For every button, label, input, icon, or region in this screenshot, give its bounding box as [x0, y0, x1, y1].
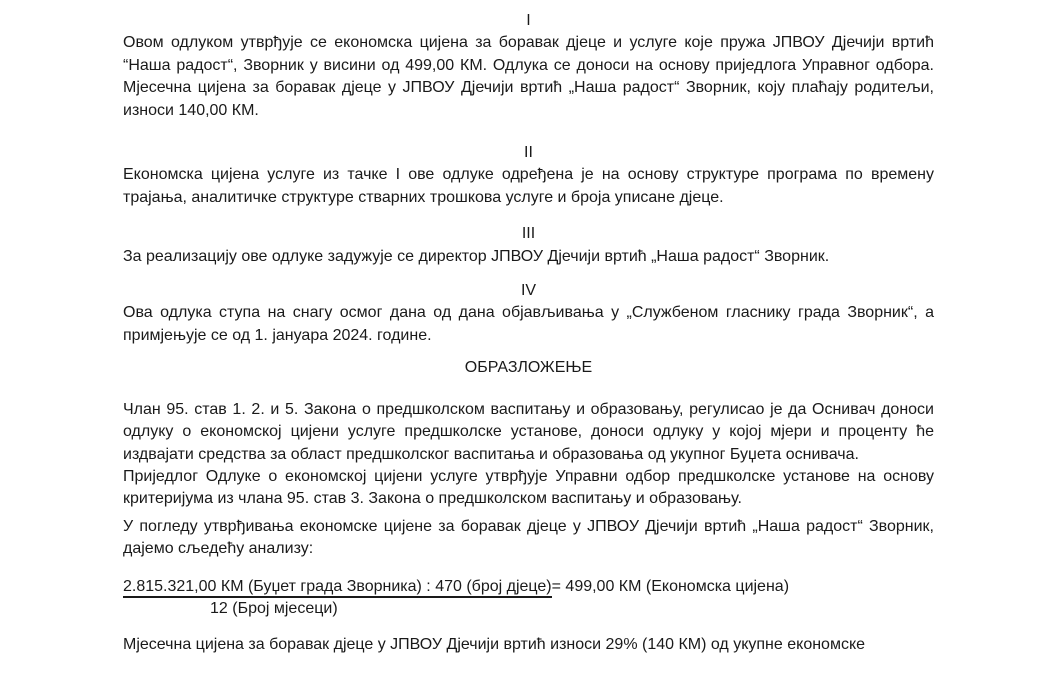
- section-heading-obrazlozenje: ОБРАЗЛОЖЕЊЕ: [464, 359, 593, 377]
- section-heading-i: I: [526, 12, 531, 29]
- obrazlozenje-paragraph-analysis-intro: У погледу утврђивања економске цијене за боравак дјеце у ЈПВОУ Дјечији вртић „Наша радост“ Зворник, дајемо сљедећу анализу:: [123, 517, 934, 558]
- section-heading-ii: II: [524, 144, 533, 162]
- obrazlozenje-paragraph-proposal: Приједлог Одлуке о економској цијени услуге утврђује Управни одбор предшколске установе на основу критеријума из члана 95. став 3. Закона о предшколском васпитању и образовању.: [123, 467, 934, 508]
- economic-price-formula: [123, 576, 934, 621]
- section-ii-paragraph: Економска цијена услуге из тачке I ове одлуке одређена је на основу структуре програма по времену трајања, аналитичке структуре стварних трошкова услуге и броја уписане дјеце.: [123, 166, 934, 206]
- formula-line: [123, 576, 934, 598]
- section-iv-paragraph: Ова одлука ступа на снагу осмог дана од дана објављивања у „Службеном гласнику града Зворник“, а примјењује се од 1. јануара 2024. године.: [123, 304, 934, 344]
- section-heading-iii: III: [521, 225, 536, 243]
- formula-result: = 499,00 КМ (Економска цијена): [551, 577, 790, 595]
- section-iii-paragraph: За реализацију ове одлуке задужује се директор ЈПВОУ Дјечији вртић „Наша радост“ Зворник.: [123, 247, 830, 265]
- formula-denominator: 12 (Број мјесеци): [210, 599, 338, 617]
- section-heading-iv: IV: [520, 282, 537, 300]
- section-i-paragraph: Овом одлуком утврђује се економска цијена за боравак дјеце и услуге које пружа ЈПВОУ Дјечији вртић “Наша радост“, Зворник у висини од 499,00 КМ. Одлука се доноси на основу приједлога Управног одбора. Мјесечна цијена за боравак дјеце у ЈПВОУ Дјечији вртић „Наша радост“ Зворник, коју плаћају родитељи, износи 140,00 КМ.: [123, 34, 934, 119]
- formula-numerator: 2.815.321,00 КМ (Буџет града Зворника) : 470 (број дјеце): [123, 578, 552, 598]
- closing-paragraph: Мјесечна цијена за боравак дјеце у ЈПВОУ Дјечији вртић износи 29% (140 КМ) од укупне економске: [123, 636, 866, 654]
- obrazlozenje-paragraph-law-basis: Члан 95. став 1. 2. и 5. Закона о предшколском васпитању и образовању, регулисао је да Оснивач доноси одлуку о економској цијени услуге предшколске установе, доноси одлуку у којој мјери и проценту ће издвајати средства за област предшколског васпитања и образовања од укупног Буџета оснивача.: [123, 400, 934, 463]
